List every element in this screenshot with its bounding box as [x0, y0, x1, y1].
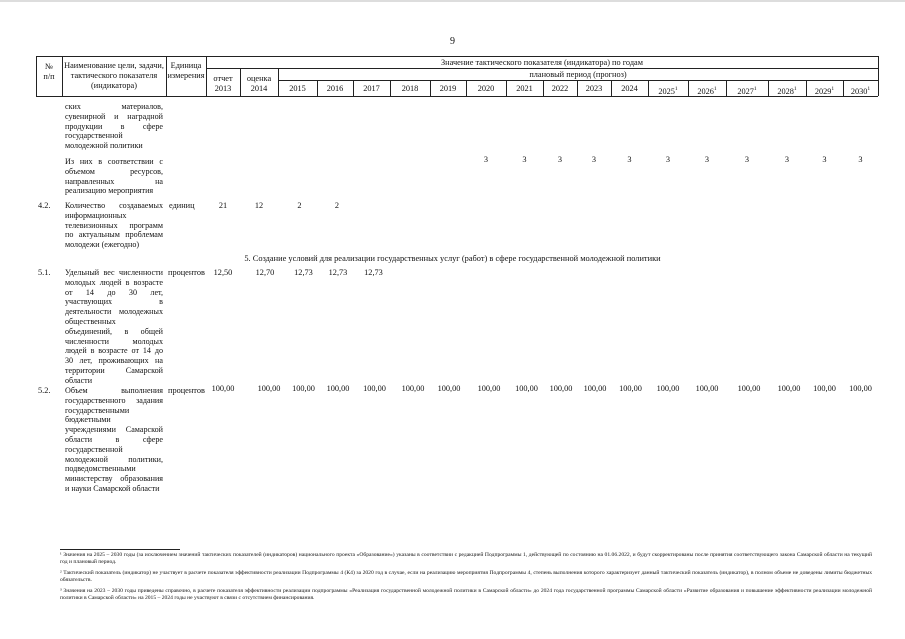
sub-value-2030: 3	[858, 155, 863, 164]
row-52-value: 100,00	[549, 384, 573, 393]
year-2020: 2020	[477, 84, 495, 93]
sub-value-2028: 3	[784, 155, 790, 164]
header-report: отчет 2013	[213, 74, 233, 93]
year-2026: 2026$^1$	[697, 86, 717, 96]
row-52-value: 100,00	[326, 384, 350, 393]
row-52-num: 5.2.	[38, 386, 51, 395]
row-52-desc: Объем выполнения государственного задания государственными бюджетными учреждениями Самарской области в сфере государственной молодежной политики, подведомственными министерству образования и науки Самарской области	[65, 386, 163, 493]
header-unit: Единица измерения	[167, 61, 205, 80]
page-number: 9	[450, 36, 455, 47]
row-52-value: 100,00	[437, 384, 461, 393]
row-42-v2015: 2	[297, 201, 302, 210]
row-52-value: 100,00	[695, 384, 719, 393]
row-52-value: 100,00	[583, 384, 607, 393]
row-51-v2015: 12,73	[294, 268, 313, 277]
header-estimate: оценка 2014	[246, 74, 272, 93]
year-2023: 2023	[585, 84, 603, 93]
year-2029: 2029$^1$	[814, 86, 835, 96]
row-52-value: 100,00	[813, 384, 836, 393]
row-42-num: 4.2.	[38, 201, 51, 210]
row-52-value: 100,00	[292, 384, 315, 393]
footnote-1: ¹ Значения на 2025 – 2030 годы (за исключением значений тактических показателей (индикаторов) национального проекта «Образование») указаны в соответствии с редакцией Подпрограммы 1, действующей по состоянию на 01.06.2022, и будут скорректированы после принятия соответствующего закона Самарской области на текущий год и плановый период.	[60, 552, 872, 566]
footnote-2: ² Тактический показатель (индикатор) не участвует в расчете показателя эффективности реализации Подпрограммы 4 (К4) за 2020 год в случае, если на реализацию мероприятия Подпрограммы 4, степень выполнения которого характеризует данный тактический показатель (индикатор), в полном объеме не доведены лимиты бюджетных обязательств.	[60, 570, 872, 584]
row-51-v2017: 12,73	[364, 268, 383, 277]
row-51-v2016: 12,73	[328, 268, 348, 277]
row-cont-desc: ских материалов, сувенирной и наградной продукции в сфере государственной молодежной политики	[65, 102, 163, 151]
year-2019: 2019	[439, 84, 457, 93]
header-name: Наименование цели, задачи, тактического показателя (индикатора)	[64, 61, 164, 90]
row-52-value: 100,00	[849, 384, 872, 393]
year-2027: 2027$^1$	[737, 86, 757, 96]
row-52-value: 100,00	[515, 384, 538, 393]
row-52-unit: процентов	[168, 386, 205, 395]
year-2028: 2028$^1$	[777, 86, 797, 96]
row-52-value: 100,00	[737, 384, 761, 393]
sub-value-2024: 3	[627, 155, 632, 164]
row-42-v2016: 2	[334, 201, 340, 210]
row-42-unit: единиц	[169, 201, 195, 210]
year-2024: 2024	[621, 84, 638, 93]
scan-edge	[0, 0, 905, 2]
sub-value-2021: 3	[522, 155, 527, 164]
year-2018: 2018	[401, 84, 419, 93]
header-group: Значение тактического показателя (индикатора) по годам	[441, 58, 643, 67]
row-52-value: 100,00	[656, 384, 680, 393]
year-2030: 2030$^1$	[850, 86, 871, 96]
row-42-v2014: 12	[254, 201, 264, 210]
row-51-v2014: 12,70	[255, 268, 275, 277]
year-2017: 2017	[363, 84, 380, 93]
row-51-v2013: 12,50	[213, 268, 233, 277]
row-52-value: 100,00	[619, 384, 642, 393]
footnote-divider	[60, 549, 180, 550]
row-42-v2013: 21	[218, 201, 228, 210]
year-2015: 2015	[289, 84, 306, 93]
year-2021: 2021	[516, 84, 533, 93]
row-52-value: 100,00	[363, 384, 386, 393]
header-planned: плановый период (прогноз)	[529, 70, 627, 79]
sub-value-2023: 3	[591, 155, 597, 164]
sub-value-2020: 3	[483, 155, 489, 164]
row-52-value: 100,00	[211, 384, 235, 393]
row-sub-desc: Из них в соответствии с объемом ресурсов, направленных на реализацию мероприятия	[65, 157, 163, 196]
row-52-value: 100,00	[257, 384, 281, 393]
header-num: № п/п	[43, 62, 55, 81]
row-42-desc: Количество создаваемых информационных телевизионных программ по актуальным проблемам молодежи (ежегодно)	[65, 201, 163, 250]
row-52-value: 100,00	[477, 384, 501, 393]
row-52-value: 100,00	[777, 384, 801, 393]
section-5-title: 5. Создание условий для реализации государственных услуг (работ) в сфере государственной молодежной политики	[244, 254, 661, 263]
sub-value-2027: 3	[744, 155, 750, 164]
row-51-desc: Удельный вес численности молодых людей в возрасте от 14 до 30 лет, участвующих в деятельности молодежных общественных объединений, в общей численности молодых людей в возрасте от 14 до 30 лет, проживающих на территории Самарской области	[65, 268, 163, 385]
footnote-3: ³ Значения на 2023 – 2030 годы приведены справочно, в расчете показателя эффективности реализации подпрограммы «Реализация государственной молодежной политики в Самарской области» до 2024 года государственной программы Самарской области «Развитие образования и повышение эффективности реализации молодежной политики в Самарской области» на 2015 – 2024 годы не участвуют в связи с отсутствием финансирования.	[60, 588, 872, 602]
sub-value-2025: 3	[665, 155, 671, 164]
row-51-num: 5.1.	[38, 268, 51, 277]
year-2022: 2022	[551, 84, 569, 93]
row-51-unit: процентов	[168, 268, 205, 277]
sub-value-2022: 3	[557, 155, 563, 164]
year-2025: 2025$^1$	[658, 86, 678, 96]
sub-value-2026: 3	[704, 155, 710, 164]
sub-value-2029: 3	[822, 155, 827, 164]
row-52-value: 100,00	[401, 384, 425, 393]
year-2016: 2016	[326, 84, 344, 93]
